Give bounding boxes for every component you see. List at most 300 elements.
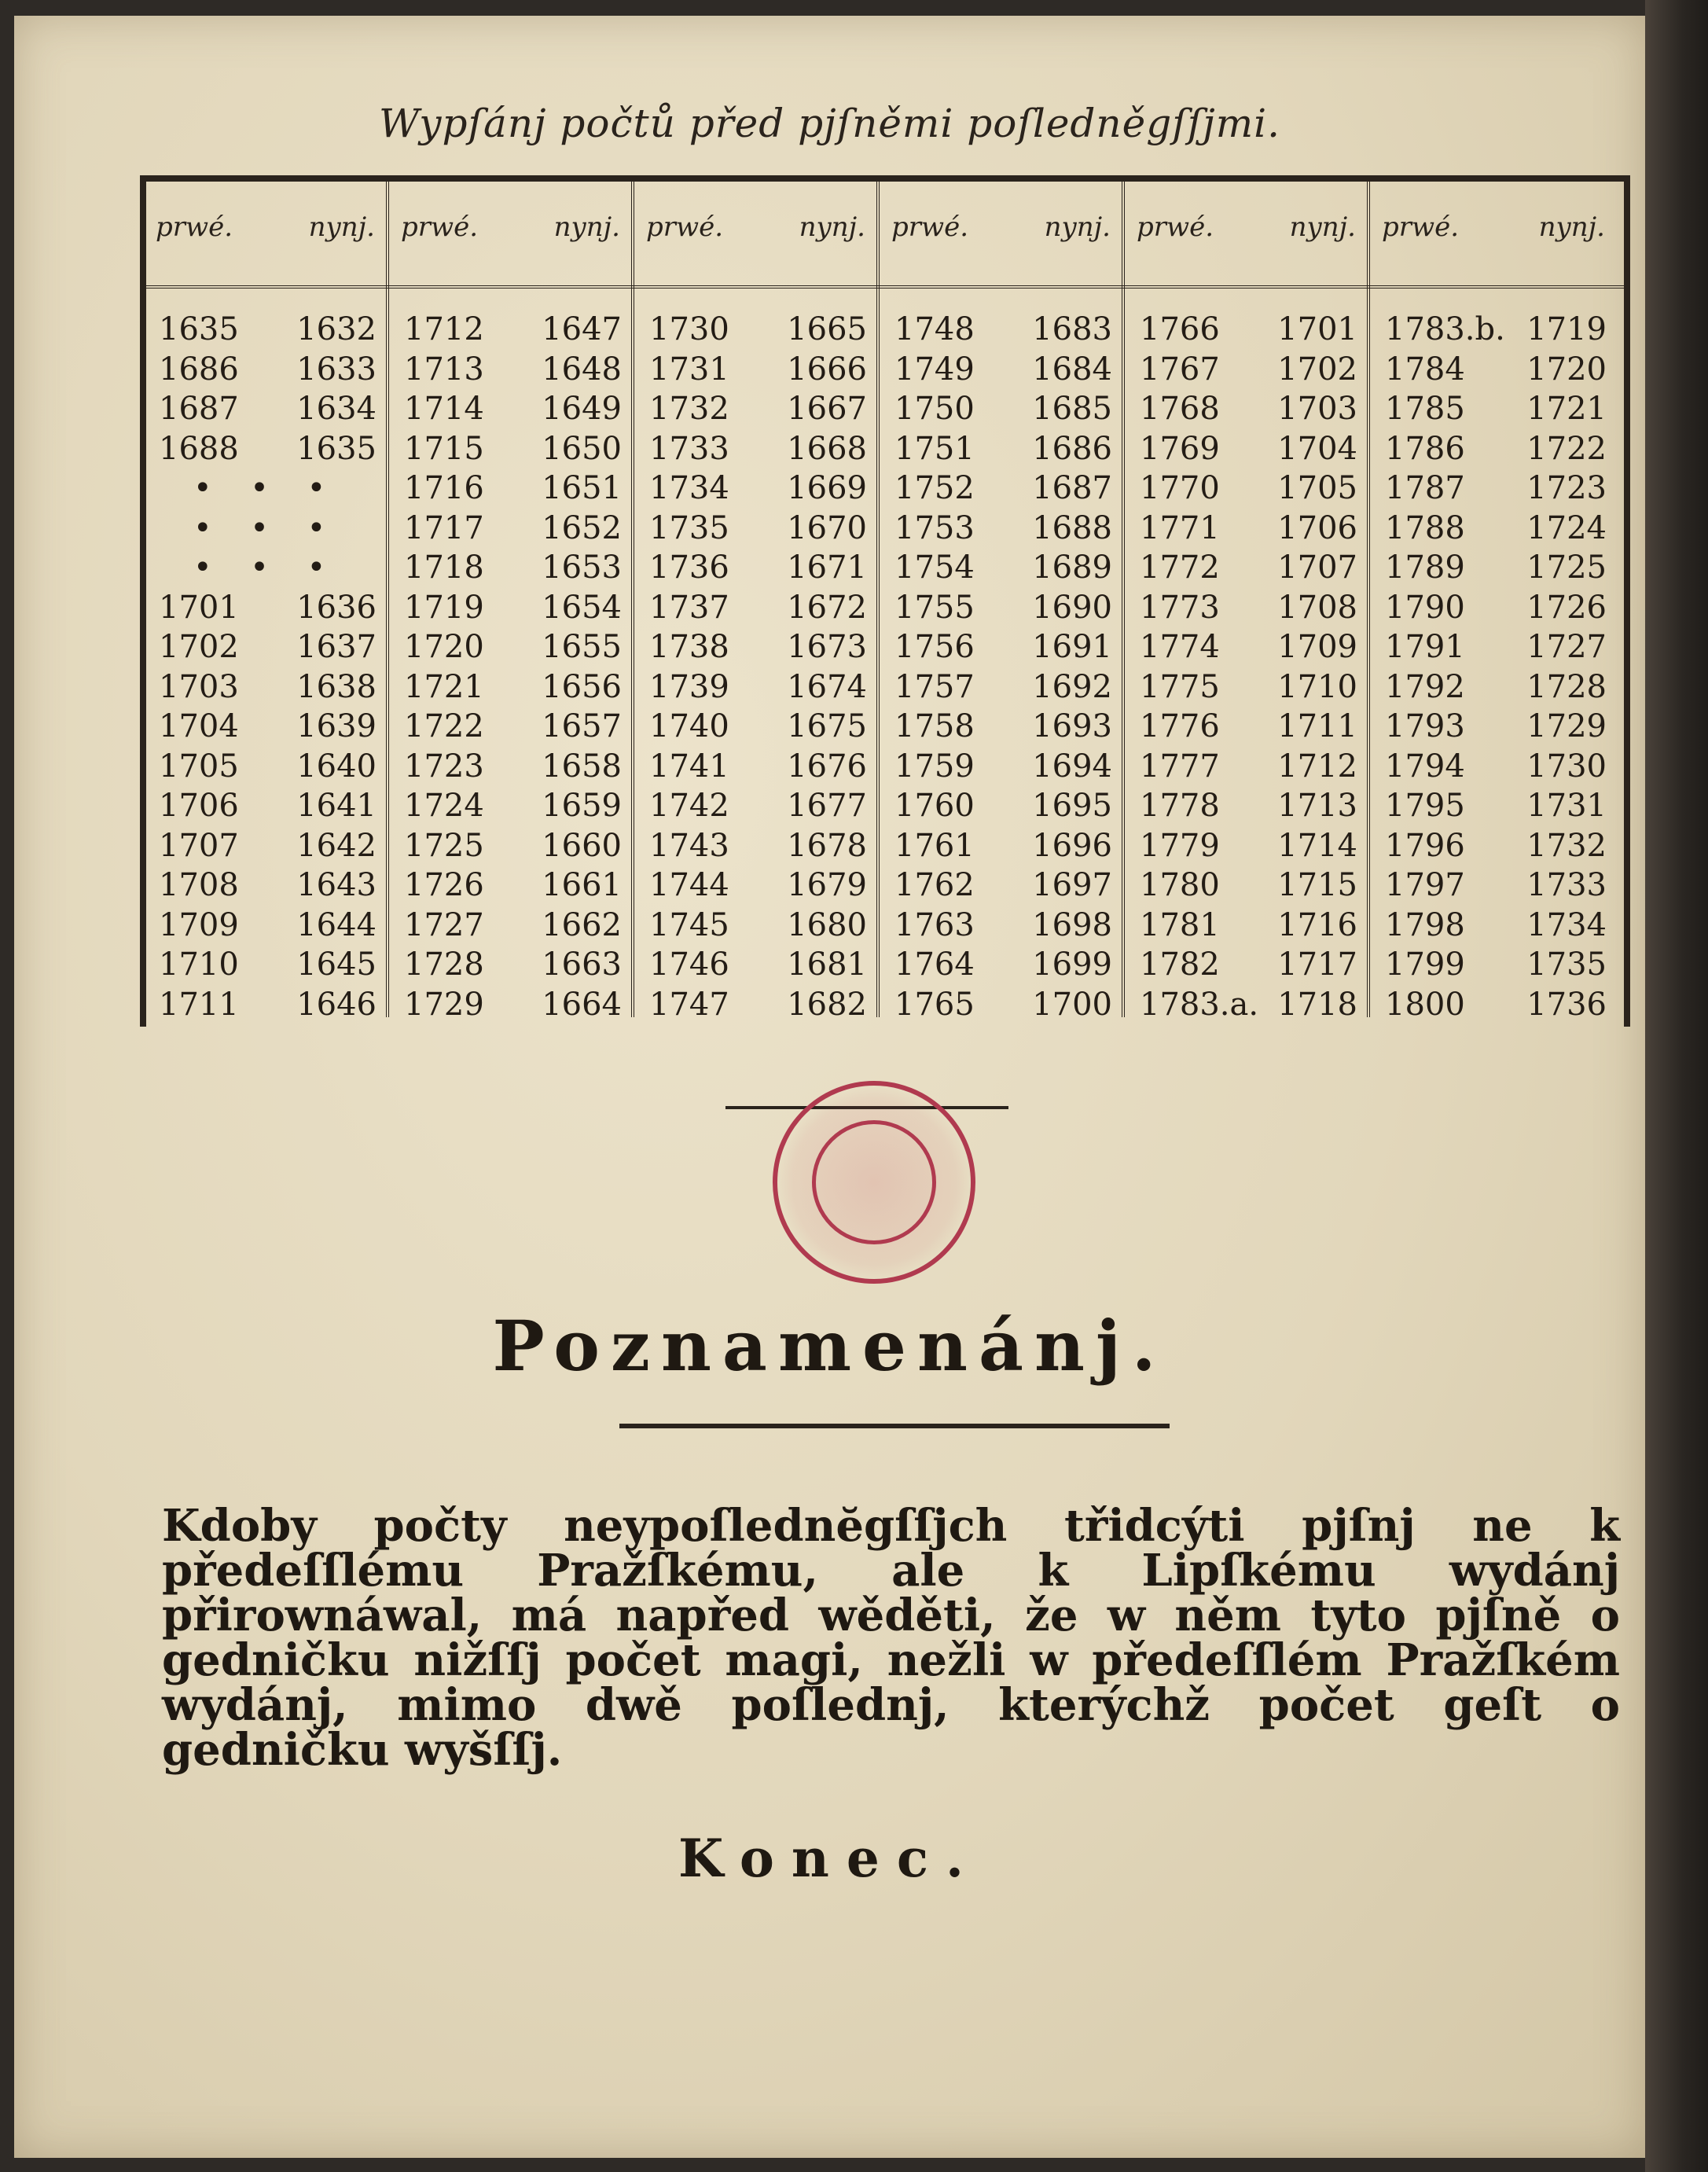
header-prwe: prwé. [646,211,724,243]
column-header [637,211,876,259]
table-row [391,669,631,709]
cell-nynj: 1720 [1526,351,1607,388]
table-row [391,470,631,510]
cell-nynj: 1683 [1032,311,1112,347]
table-row [882,748,1122,788]
cell-nynj: 1693 [1032,708,1112,744]
cell-prwe: 1767 [1140,351,1220,388]
cell-prwe: 1741 [649,748,729,785]
heading-rule [619,1424,1170,1428]
table-row [1372,946,1616,987]
table-row [1372,391,1616,431]
cell-prwe: 1788 [1385,509,1465,546]
table-row [146,946,386,987]
cell-prwe: 1715 [404,430,484,467]
table-row [1372,788,1616,828]
table-row [146,748,386,788]
cell-prwe: 1768 [1140,391,1220,427]
table-row [1127,946,1367,987]
table-row [391,708,631,748]
header-nynj: nynj. [1289,211,1356,243]
cell-prwe: 1797 [1385,867,1465,903]
table-row [1127,510,1367,550]
cell-nynj: 1648 [542,351,622,388]
cell-prwe: 1769 [1140,430,1220,467]
table-row [391,987,631,1027]
cell-nynj: 1645 [296,946,376,983]
cell-prwe: 1775 [1140,668,1220,705]
cell-prwe: 1719 [404,589,484,626]
cell-nynj: 1713 [1277,788,1357,824]
table-row [882,669,1122,709]
section-heading: Poznamenánj. [492,1305,1167,1387]
cell-prwe: 1790 [1385,589,1465,626]
cell-nynj: 1651 [542,470,622,506]
cell-nynj: 1649 [542,391,622,427]
table-row [882,510,1122,550]
cell-nynj: 1633 [296,351,376,388]
cell-prwe: • • • [193,509,340,546]
table-row [637,311,876,351]
cell-nynj: 1647 [542,311,622,347]
table-row [146,629,386,669]
cell-nynj: 1673 [787,629,867,665]
table-row [882,629,1122,669]
table-row [391,907,631,947]
cell-prwe: 1712 [404,311,484,347]
table-row [1127,748,1367,788]
cell-prwe: 1736 [649,549,729,586]
cell-nynj: 1657 [542,708,622,744]
cell-prwe: 1723 [404,748,484,785]
library-stamp [773,1081,975,1284]
table-row [1127,708,1367,748]
stamp-emblem [812,1120,936,1244]
cell-nynj: 1634 [296,391,376,427]
table-row [637,470,876,510]
table-row [882,351,1122,391]
book-page [14,16,1645,2158]
cell-nynj: 1639 [296,708,376,744]
column-header [1372,211,1616,259]
table-row [1372,590,1616,630]
table-row [637,748,876,788]
table-row [146,351,386,391]
cell-nynj: 1654 [542,589,622,626]
table-row [1127,629,1367,669]
header-prwe: prwé. [156,211,233,243]
table-row [391,828,631,868]
cell-prwe: 1716 [404,470,484,506]
cell-prwe: 1725 [404,827,484,864]
book-spine [1645,0,1708,2172]
cell-prwe: 1707 [159,827,239,864]
cell-prwe: 1787 [1385,470,1465,506]
cell-nynj: 1668 [787,430,867,467]
cell-nynj: 1677 [787,788,867,824]
cell-nynj: 1698 [1032,906,1112,943]
cell-nynj: 1689 [1032,549,1112,586]
cell-prwe: 1709 [159,906,239,943]
cell-prwe: • • • [193,470,340,506]
header-nynj: nynj. [553,211,620,243]
cell-prwe: 1738 [649,629,729,665]
table-row [1127,669,1367,709]
cell-nynj: 1642 [296,827,376,864]
table-column [882,182,1125,1023]
table-row [882,431,1122,471]
table-row [1372,828,1616,868]
table-row [391,510,631,550]
cell-nynj: 1733 [1526,867,1607,903]
cell-nynj: 1669 [787,470,867,506]
table-row [882,470,1122,510]
table-row [1127,391,1367,431]
cell-nynj: 1682 [787,986,867,1023]
cell-nynj: 1636 [296,589,376,626]
table-row [637,431,876,471]
cell-nynj: 1700 [1032,986,1112,1023]
cell-prwe: 1720 [404,629,484,665]
cell-nynj: 1680 [787,906,867,943]
table-row [1372,907,1616,947]
cell-prwe: 1729 [404,986,484,1023]
table-column [391,182,634,1023]
cell-prwe: 1776 [1140,708,1220,744]
table-row [882,708,1122,748]
cell-nynj: 1702 [1277,351,1357,388]
table-row [1372,669,1616,709]
table-row [391,391,631,431]
cell-nynj: 1671 [787,549,867,586]
table-row [882,788,1122,828]
table-row [146,788,386,828]
cell-prwe: 1705 [159,748,239,785]
table-row [637,987,876,1027]
table-row [146,391,386,431]
cell-prwe: 1711 [159,986,239,1023]
cell-prwe: 1760 [894,788,975,824]
cell-prwe: 1739 [649,668,729,705]
cell-prwe: 1742 [649,788,729,824]
cell-nynj: 1717 [1277,946,1357,983]
cell-nynj: 1715 [1277,867,1357,903]
column-header [882,211,1122,259]
cell-nynj: 1708 [1277,589,1357,626]
cell-prwe: 1791 [1385,629,1465,665]
cell-nynj: 1664 [542,986,622,1023]
table-row [1372,708,1616,748]
table-row [146,708,386,748]
table-row [882,946,1122,987]
cell-prwe: 1730 [649,311,729,347]
cell-nynj: 1718 [1277,986,1357,1023]
table-row [146,510,386,550]
cell-prwe: 1764 [894,946,975,983]
cell-prwe: 1756 [894,629,975,665]
cell-prwe: 1737 [649,589,729,626]
table-row [882,828,1122,868]
table-row [146,987,386,1027]
table-row [146,470,386,510]
cell-nynj: 1695 [1032,788,1112,824]
table-row [391,549,631,590]
cell-prwe: 1727 [404,906,484,943]
cell-nynj: 1686 [1032,430,1112,467]
cell-prwe: 1754 [894,549,975,586]
table-row [637,708,876,748]
table-row [391,590,631,630]
table-row [391,431,631,471]
header-prwe: prwé. [1382,211,1460,243]
table-row [1127,431,1367,471]
cell-nynj: 1658 [542,748,622,785]
header-prwe: prwé. [891,211,969,243]
running-head: Wypſánj počtů před pjſněmi poſledněgſſjmi. [378,101,1281,146]
cell-prwe: 1759 [894,748,975,785]
cell-prwe: 1798 [1385,906,1465,943]
cell-nynj: 1690 [1032,589,1112,626]
table-row [1372,510,1616,550]
table-row [1127,470,1367,510]
table-row [882,391,1122,431]
table-column [1372,182,1616,1023]
cell-nynj: 1646 [296,986,376,1023]
table-row [1127,311,1367,351]
cell-prwe: 1779 [1140,827,1220,864]
cell-nynj: 1723 [1526,470,1607,506]
cell-prwe: 1749 [894,351,975,388]
table-row [637,946,876,987]
cell-nynj: 1697 [1032,867,1112,903]
table-row [391,867,631,907]
cell-prwe: 1783.b. [1385,311,1505,347]
table-row [1372,867,1616,907]
table-row [637,510,876,550]
cell-nynj: 1678 [787,827,867,864]
table-row [1372,629,1616,669]
table-row [1127,828,1367,868]
cell-prwe: 1799 [1385,946,1465,983]
table-row [637,867,876,907]
cell-nynj: 1679 [787,867,867,903]
cell-prwe: 1800 [1385,986,1465,1023]
note-paragraph: Kdoby počty neypoſlednĕgſſjch třidcýti pjſnj ne k předeſſlému Pražſkému, ale k Lipſkému wydánj přirownáwal, má napřed wěděti, že w něm tyto pjſně o gedničku nižſſj počet magi, nežli w předeſſlém Pražſkém wydánj, mimo dwě poſlednj, kterýchž počet geſt o gedničku wyšſſj. [162,1500,1620,1776]
cell-nynj: 1729 [1526,708,1607,744]
cell-nynj: 1727 [1526,629,1607,665]
table-row [882,907,1122,947]
table-row [1372,351,1616,391]
cell-nynj: 1652 [542,509,622,546]
table-row [1372,987,1616,1027]
cell-nynj: 1637 [296,629,376,665]
header-prwe: prwé. [401,211,479,243]
cell-nynj: 1728 [1526,668,1607,705]
table-row [146,549,386,590]
table-row [637,907,876,947]
table-row [882,590,1122,630]
table-row [1127,907,1367,947]
cell-prwe: 1748 [894,311,975,347]
cell-prwe: 1734 [649,470,729,506]
cell-prwe: 1717 [404,509,484,546]
end-mark: Konec. [678,1828,982,1889]
cell-nynj: 1638 [296,668,376,705]
cell-prwe: 1793 [1385,708,1465,744]
cell-nynj: 1709 [1277,629,1357,665]
table-row [391,946,631,987]
cell-nynj: 1725 [1526,549,1607,586]
table-column [146,182,389,1023]
table-row [146,590,386,630]
table-row [1127,590,1367,630]
cell-prwe: 1722 [404,708,484,744]
table-row [1127,987,1367,1027]
cell-prwe: 1732 [649,391,729,427]
column-header [146,211,386,259]
cell-prwe: 1744 [649,867,729,903]
cell-prwe: 1773 [1140,589,1220,626]
cell-prwe: 1745 [649,906,729,943]
column-header [1127,211,1367,259]
table-row [391,748,631,788]
cell-nynj: 1703 [1277,391,1357,427]
table-row [1127,867,1367,907]
table-row [637,351,876,391]
table-row [146,431,386,471]
cell-nynj: 1724 [1526,509,1607,546]
cell-nynj: 1712 [1277,748,1357,785]
cell-prwe: 1706 [159,788,239,824]
cell-nynj: 1662 [542,906,622,943]
header-nynj: nynj. [1044,211,1111,243]
cell-nynj: 1732 [1526,827,1607,864]
header-nynj: nynj. [799,211,865,243]
cell-prwe: 1753 [894,509,975,546]
cell-prwe: 1714 [404,391,484,427]
cell-nynj: 1655 [542,629,622,665]
cell-nynj: 1687 [1032,470,1112,506]
cell-prwe: 1777 [1140,748,1220,785]
cell-prwe: 1743 [649,827,729,864]
cell-nynj: 1716 [1277,906,1357,943]
table-row [146,907,386,947]
cell-prwe: 1755 [894,589,975,626]
cell-nynj: 1721 [1526,391,1607,427]
table-row [391,788,631,828]
cell-prwe: 1702 [159,629,239,665]
cell-prwe: 1772 [1140,549,1220,586]
cell-nynj: 1731 [1526,788,1607,824]
cell-nynj: 1722 [1526,430,1607,467]
concordance-table [140,175,1630,1027]
cell-nynj: 1661 [542,867,622,903]
cell-nynj: 1688 [1032,509,1112,546]
header-prwe: prwé. [1137,211,1214,243]
cell-prwe: 1784 [1385,351,1465,388]
table-row [146,669,386,709]
cell-prwe: 1750 [894,391,975,427]
cell-nynj: 1735 [1526,946,1607,983]
table-row [146,828,386,868]
cell-prwe: 1733 [649,430,729,467]
table-row [1127,351,1367,391]
cell-prwe: 1751 [894,430,975,467]
cell-prwe: 1708 [159,867,239,903]
cell-prwe: 1735 [649,509,729,546]
cell-prwe: 1710 [159,946,239,983]
cell-prwe: 1766 [1140,311,1220,347]
table-column [637,182,880,1023]
table-row [1372,748,1616,788]
cell-nynj: 1643 [296,867,376,903]
table-row [637,828,876,868]
table-row [637,629,876,669]
cell-nynj: 1704 [1277,430,1357,467]
cell-nynj: 1707 [1277,549,1357,586]
table-row [882,311,1122,351]
table-row [882,987,1122,1027]
table-row [882,549,1122,590]
cell-prwe: 1728 [404,946,484,983]
cell-nynj: 1667 [787,391,867,427]
cell-nynj: 1641 [296,788,376,824]
cell-nynj: 1706 [1277,509,1357,546]
cell-nynj: 1635 [296,430,376,467]
cell-nynj: 1674 [787,668,867,705]
cell-nynj: 1694 [1032,748,1112,785]
cell-prwe: 1701 [159,589,239,626]
cell-prwe: 1726 [404,867,484,903]
cell-nynj: 1734 [1526,906,1607,943]
table-row [637,669,876,709]
cell-nynj: 1653 [542,549,622,586]
table-row [1127,549,1367,590]
cell-nynj: 1726 [1526,589,1607,626]
cell-prwe: 1721 [404,668,484,705]
table-row [146,311,386,351]
table-row [637,788,876,828]
cell-nynj: 1644 [296,906,376,943]
cell-prwe: 1771 [1140,509,1220,546]
table-row [637,549,876,590]
cell-prwe: 1688 [159,430,239,467]
cell-prwe: 1778 [1140,788,1220,824]
cell-prwe: 1761 [894,827,975,864]
cell-nynj: 1736 [1526,986,1607,1023]
cell-nynj: 1711 [1277,708,1357,744]
cell-prwe: 1713 [404,351,484,388]
cell-nynj: 1663 [542,946,622,983]
cell-nynj: 1685 [1032,391,1112,427]
cell-nynj: 1681 [787,946,867,983]
cell-prwe: 1781 [1140,906,1220,943]
table-row [1372,311,1616,351]
column-header [391,211,631,259]
cell-prwe: 1704 [159,708,239,744]
table-row [882,867,1122,907]
cell-prwe: 1792 [1385,668,1465,705]
cell-nynj: 1672 [787,589,867,626]
cell-prwe: 1789 [1385,549,1465,586]
cell-nynj: 1659 [542,788,622,824]
cell-nynj: 1699 [1032,946,1112,983]
table-row [146,867,386,907]
cell-prwe: 1758 [894,708,975,744]
cell-nynj: 1670 [787,509,867,546]
table-row [391,629,631,669]
cell-nynj: 1650 [542,430,622,467]
